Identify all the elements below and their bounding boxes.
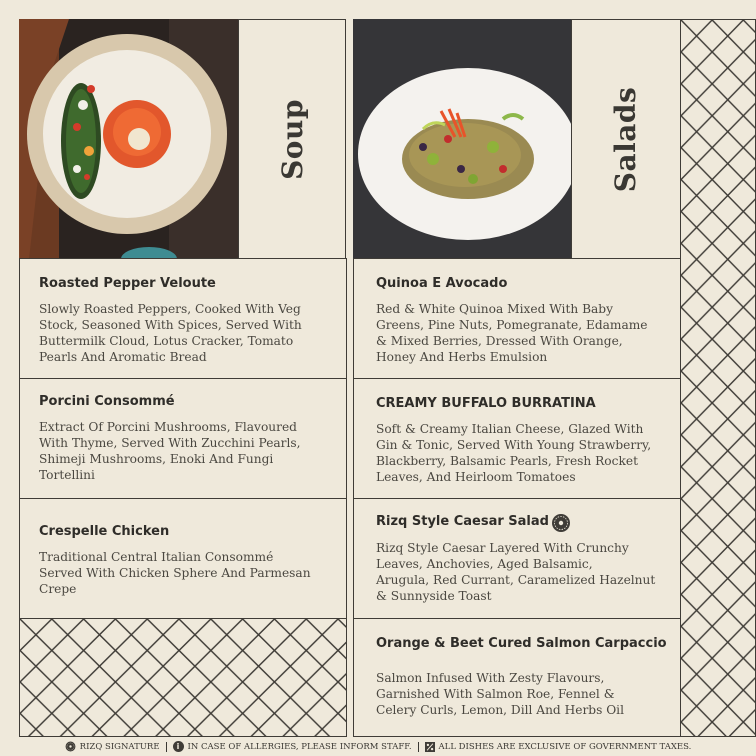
rizq-signature-icon: [551, 513, 571, 533]
dish-title: Roasted Pepper Veloute: [39, 276, 216, 291]
info-icon: i: [173, 741, 184, 752]
salad-item-1: [353, 258, 681, 379]
salad-item-2: [353, 378, 681, 499]
rizq-signature-icon: [65, 741, 76, 752]
footer-divider: [418, 742, 419, 752]
dish-description: Slowly Roasted Peppers, Cooked With Veg Stock, Seasoned With Spices, Served With Buttermilk Cloud, Lotus Cracker, Tomato Pearls And Aromatic Bread: [39, 302, 302, 364]
salad-item-3: [353, 498, 681, 619]
footer-allergy-text: IN CASE OF ALLERGIES, PLEASE INFORM STAFF.: [187, 741, 412, 752]
salads-photo: [353, 19, 572, 259]
footer-tax-note: [425, 742, 692, 752]
dish-description: Traditional Central Italian Consommé Served With Chicken Sphere And Parmesan Crepe: [39, 550, 311, 596]
dish-description: Soft & Creamy Italian Cheese, Glazed With Gin & Tonic, Served With Young Strawberry, Blackberry, Balsamic Pearls, Fresh Rocket Leaves, And Heirloom Tomatoes: [376, 422, 652, 484]
dish-description: Extract Of Porcini Mushrooms, Flavoured With Thyme, Served With Zucchini Pearls, Shimeji Mushrooms, Enoki And Fungi Tortellini: [39, 420, 301, 482]
dish-description: Rizq Style Caesar Layered With Crunchy Leaves, Anchovies, Aged Balsamic, Arugula, Red Currant, Caramelized Hazelnut & Sunnyside Toast: [376, 541, 656, 603]
dish-title: Rizq Style Caesar Salad: [376, 514, 549, 529]
dish-title: Orange & Beet Cured Salmon Carpaccio: [376, 636, 667, 651]
salad-item-4: [353, 618, 681, 737]
dish-description: Salmon Infused With Zesty Flavours, Garnished With Salmon Roe, Fennel & Celery Curls, Lemon, Dill And Herbs Oil: [376, 671, 624, 717]
footer-allergy-note: [173, 741, 412, 752]
footer-tax-text: ALL DISHES ARE EXCLUSIVE OF GOVERNMENT TAXES.: [438, 741, 692, 752]
dish-title: Crespelle Chicken: [39, 524, 170, 539]
soup-item-2: [19, 378, 347, 499]
lattice-pattern-right: [680, 19, 756, 737]
dish-title: CREAMY BUFFALO BURRATINA: [376, 396, 596, 411]
dish-title: Porcini Consommé: [39, 394, 175, 409]
footer-divider: [166, 742, 167, 752]
footer-signature-text: RIZQ SIGNATURE: [79, 741, 160, 752]
soup-item-3: [19, 498, 347, 619]
dish-title: Quinoa E Avocado: [376, 276, 508, 291]
lattice-pattern-soup: [19, 618, 347, 737]
soup-item-1: [19, 258, 347, 379]
footer-signature-note: [65, 741, 160, 752]
menu-footer: [0, 737, 756, 756]
soup-section-label: Soup: [238, 19, 346, 259]
soup-photo: [19, 19, 239, 259]
percent-icon: [425, 742, 435, 752]
salads-section-label: Salads: [571, 19, 681, 259]
dish-description: Red & White Quinoa Mixed With Baby Greens, Pine Nuts, Pomegranate, Edamame & Mixed Berries, Dressed With Orange, Honey And Herbs Emulsion: [376, 302, 648, 364]
